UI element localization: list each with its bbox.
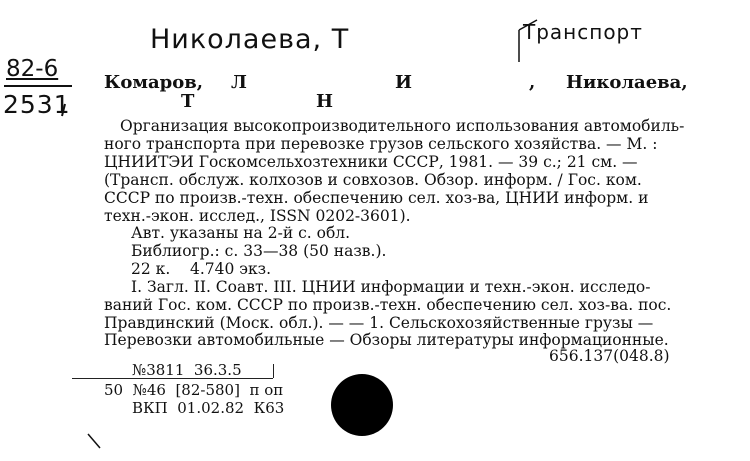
- footer-rule: [72, 378, 273, 379]
- body-line: техн.-экон. исслед., ISSN 0202-3601).: [104, 207, 411, 225]
- handwritten-name: Николаева, Т: [150, 24, 350, 55]
- body-line: СССР по произв.-техн. обеспечению сел. хоз-ва, ЦНИИ информ. и: [104, 189, 649, 207]
- udc-classification: 656.137(048.8): [549, 347, 670, 365]
- body-line: 22 к. 4.740 экз.: [131, 260, 272, 278]
- body-line: ного транспорта при перевозке грузов сельского хозяйства. — М. :: [104, 135, 658, 153]
- handwritten-number-top: 82-6: [6, 56, 59, 82]
- body-line: I. Загл. II. Соавт. III. ЦНИИ информации и техн.-экон. исследо-: [131, 278, 651, 296]
- body-line: ваний Гос. ком. СССР по произв.-техн. обеспечению сел. хоз-ва. пос.: [104, 296, 672, 314]
- footer-line-3: ВКП 01.02.82 К63: [132, 399, 285, 417]
- body-line: ЦНИИТЭИ Госкомсельхозтехники СССР, 1981. — 39 с.; 21 см. —: [104, 153, 638, 171]
- heading-initial-3: Т: [181, 91, 195, 112]
- heading-initial-4: Н: [316, 91, 334, 112]
- footer-line-2: 50 №46 [82-580] п оп: [104, 381, 284, 399]
- heading-author-1: Комаров,: [104, 72, 204, 93]
- handwritten-subject: Транспорт: [523, 20, 643, 44]
- body-line: Библиогр.: с. 33—38 (50 назв.).: [131, 242, 387, 260]
- body-line: Организация высокопроизводительного использования автомобиль-: [120, 117, 685, 135]
- heading-initial-1: Л: [231, 72, 247, 93]
- body-line: Перевозки автомобильные — Обзоры литературы информационные.: [104, 331, 669, 349]
- punch-hole: [331, 374, 393, 436]
- footer-rule-end: [273, 364, 274, 378]
- body-line: Правдинский (Моск. обл.). — — 1. Сельскохозяйственные грузы —: [104, 314, 654, 332]
- corner-mark: [88, 434, 100, 448]
- body-line: Авт. указаны на 2-й с. обл.: [131, 224, 351, 242]
- handwritten-number-bottom: 2531: [3, 90, 71, 119]
- heading-initial-2: И: [395, 72, 413, 93]
- heading-comma: ,: [529, 72, 536, 93]
- body-line: (Трансп. обслуж. колхозов и совхозов. Обзор. информ. / Гос. ком.: [104, 171, 642, 189]
- footer-line-1: №3811 36.3.5: [132, 361, 242, 379]
- heading-author-2: Николаева,: [566, 72, 688, 93]
